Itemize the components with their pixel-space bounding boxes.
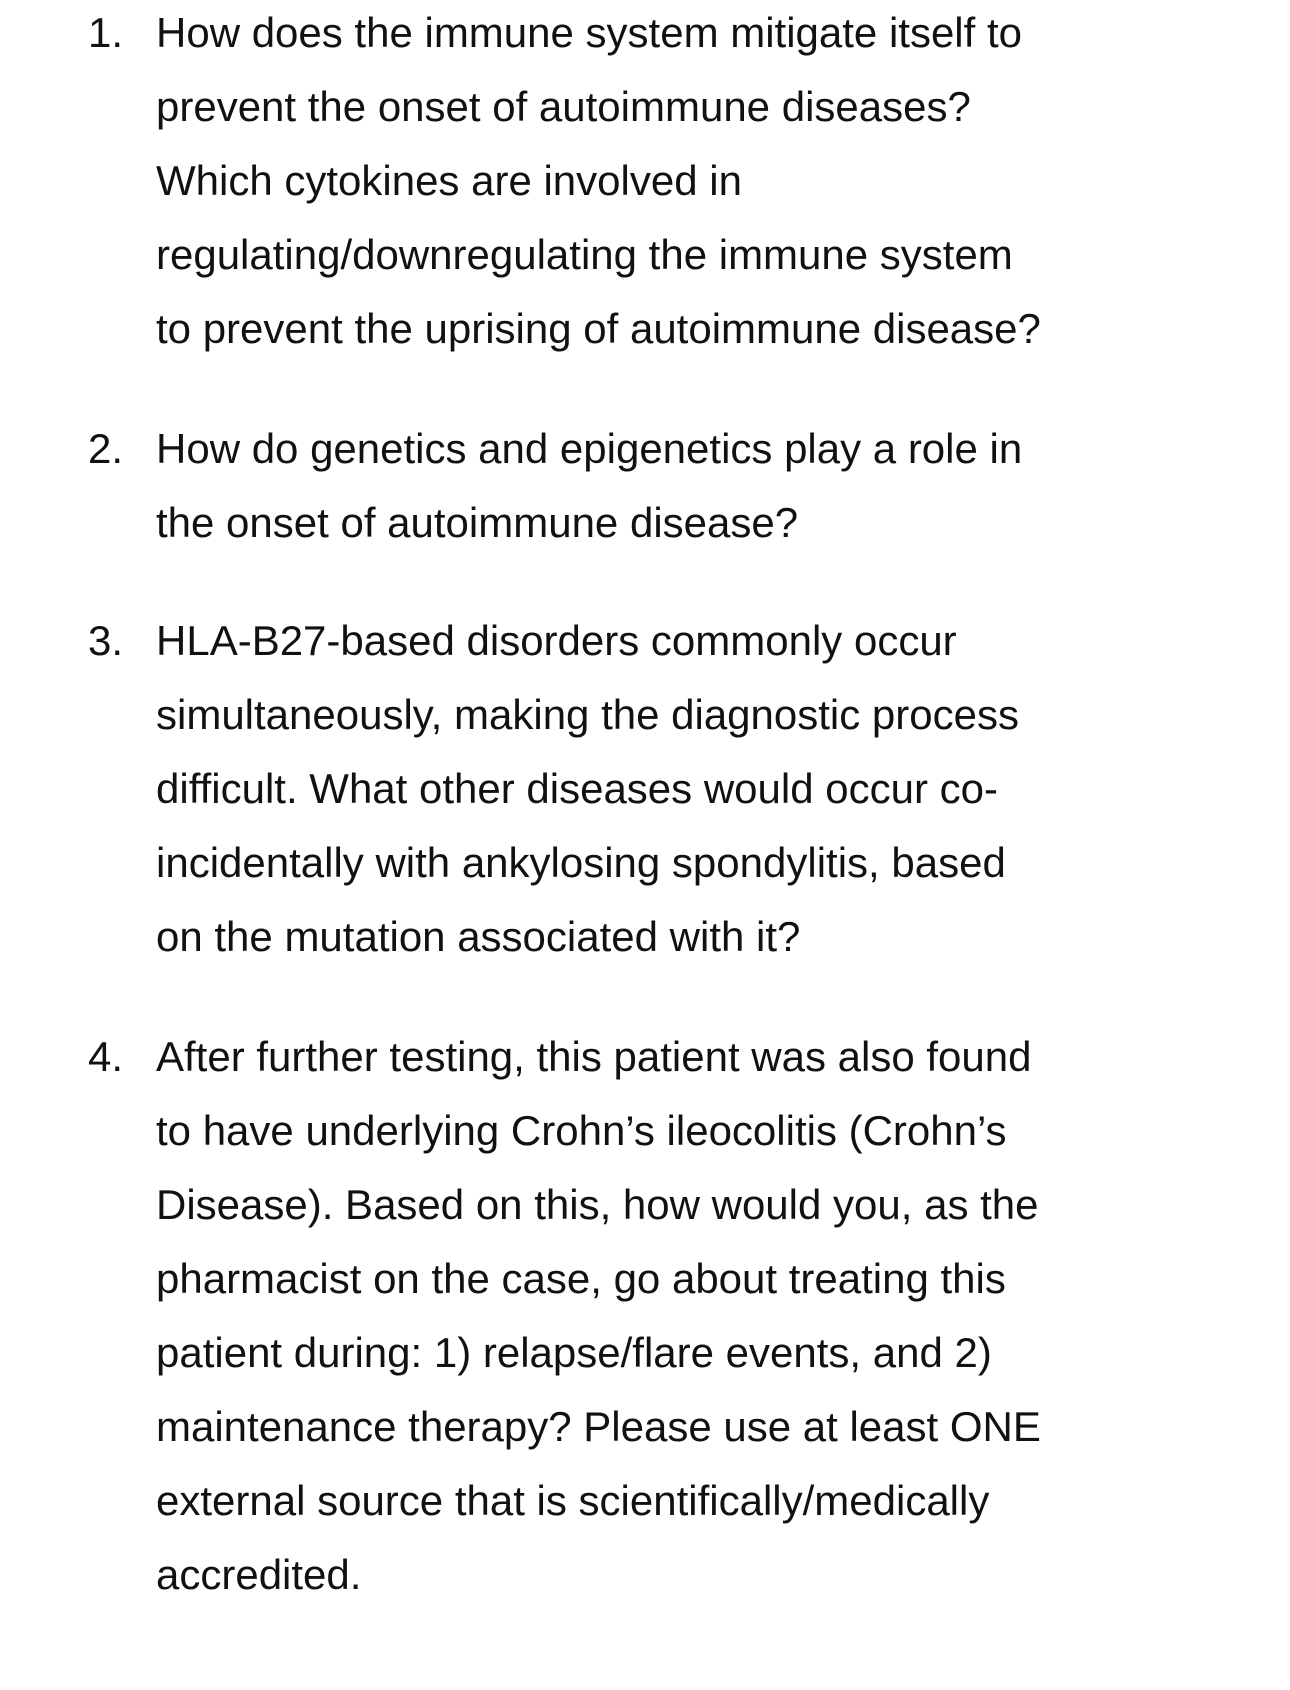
question-text — [156, 412, 1216, 560]
question-line: the onset of autoimmune disease? — [156, 499, 799, 546]
question-line: to prevent the uprising of autoimmune disease? — [156, 305, 1041, 352]
question-line: maintenance therapy? Please use at least ONE — [156, 1403, 1041, 1450]
question-line: Which cytokines are involved in — [156, 157, 742, 204]
question-text — [156, 0, 1216, 366]
question-line: After further testing, this patient was also found — [156, 1033, 1032, 1080]
question-line: incidentally with ankylosing spondylitis, based — [156, 839, 1006, 886]
question-line: How does the immune system mitigate itself to — [156, 9, 1023, 56]
question-number: 4. — [88, 1033, 124, 1080]
question-line: pharmacist on the case, go about treating this — [156, 1255, 1006, 1302]
question-line: accredited. — [156, 1551, 362, 1598]
question-line: external source that is scientifically/medically — [156, 1477, 990, 1524]
question-line: HLA-B27-based disorders commonly occur — [156, 617, 957, 664]
question-line: on the mutation associated with it? — [156, 913, 801, 960]
question-number: 3. — [88, 617, 124, 664]
question-text — [156, 1020, 1216, 1612]
question-number: 1. — [88, 9, 124, 56]
question-line: patient during: 1) relapse/flare events, and 2) — [156, 1329, 992, 1376]
question-line: simultaneously, making the diagnostic process — [156, 691, 1019, 738]
question-line: to have underlying Crohn’s ileocolitis (Crohn’s — [156, 1107, 1007, 1154]
question-number: 2. — [88, 425, 124, 472]
question-line: Disease). Based on this, how would you, as the — [156, 1181, 1039, 1228]
question-line: prevent the onset of autoimmune diseases? — [156, 83, 971, 130]
question-line: regulating/downregulating the immune system — [156, 231, 1013, 278]
question-line: How do genetics and epigenetics play a role in — [156, 425, 1023, 472]
question-line: difficult. What other diseases would occur co- — [156, 765, 998, 812]
question-text — [156, 604, 1216, 974]
